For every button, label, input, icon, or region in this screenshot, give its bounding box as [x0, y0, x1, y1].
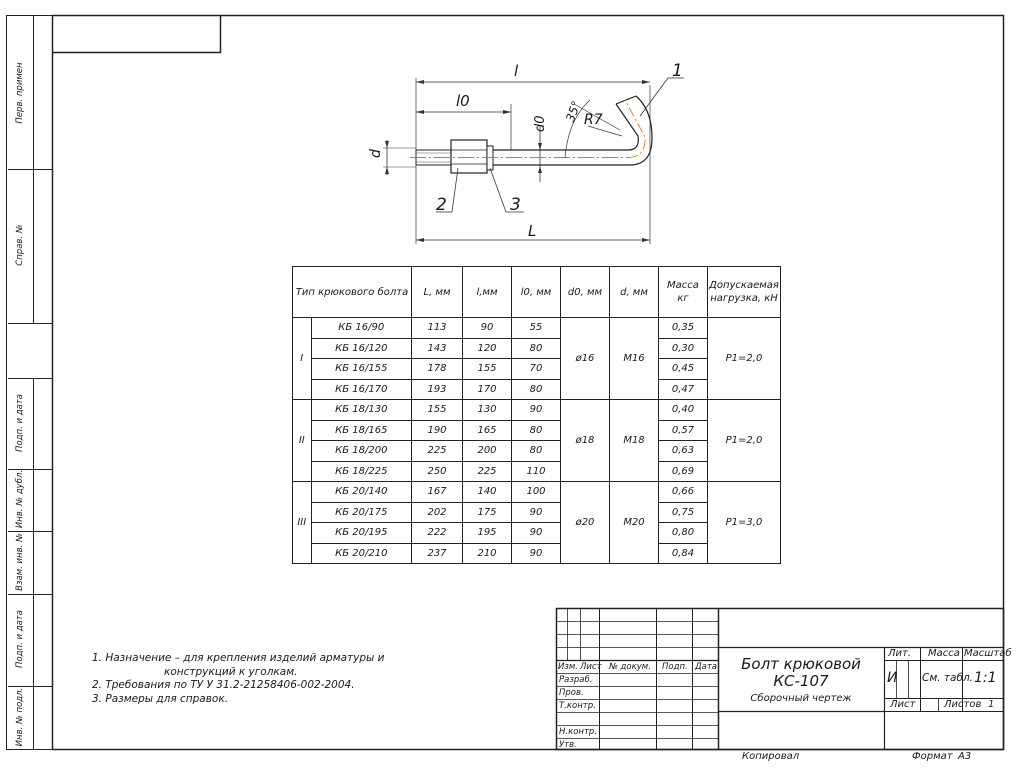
cell-L: 167 [412, 482, 463, 503]
cell-l: 130 [463, 400, 512, 421]
hdr-d0: d0, мм [561, 267, 610, 318]
cell-l: 175 [463, 502, 512, 523]
cell-load: P1=3,0 [708, 482, 781, 564]
dim-d: d [368, 149, 384, 158]
cell-l0: 70 [512, 359, 561, 380]
tb-scale-label: Масштаб [964, 648, 1012, 659]
cell-bolt-name: КБ 18/225 [311, 461, 411, 482]
cell-L: 222 [412, 523, 463, 544]
side-label-inv-podl: Инв. № подл. [15, 687, 25, 747]
side-label-podp-data-2: Подп. и дата [15, 610, 25, 668]
hook-bolt-drawing [360, 58, 690, 248]
cell-bolt-name: КБ 18/165 [311, 420, 411, 441]
cell-load: P1=2,0 [708, 400, 781, 482]
cell-bolt-name: КБ 20/175 [311, 502, 411, 523]
table-row [293, 379, 781, 400]
cell-l0: 90 [512, 400, 561, 421]
hdr-l: l,мм [463, 267, 512, 318]
table-row [293, 420, 781, 441]
cell-l: 195 [463, 523, 512, 544]
side-label-vzam-inv: Взам. инв. № [15, 533, 25, 591]
spec-table-header [293, 267, 781, 318]
tb-role-nkontr: Н.контр. [559, 727, 598, 737]
tb-mass-value: См. табл. [922, 672, 974, 684]
cell-L: 202 [412, 502, 463, 523]
cell-l0: 80 [512, 338, 561, 359]
hdr-load-2: нагрузка, кН [710, 293, 778, 304]
hdr-d: d, мм [610, 267, 659, 318]
table-row [293, 400, 781, 421]
cell-d: M16 [610, 318, 659, 400]
hdr-mass [659, 267, 708, 318]
cell-l: 170 [463, 379, 512, 400]
cell-l: 155 [463, 359, 512, 380]
cell-bolt-name: КБ 18/130 [311, 400, 411, 421]
cell-bolt-type: II [293, 400, 312, 482]
callout-3: 3 [510, 195, 521, 215]
cell-bolt-name: КБ 16/120 [311, 338, 411, 359]
tb-mass-label: Масса [928, 648, 960, 659]
note-1: 1. Назначение – для крепления изделий арматуры и [92, 652, 385, 664]
cell-L: 155 [412, 400, 463, 421]
cell-l0: 110 [512, 461, 561, 482]
tb-format-value: А3 [958, 751, 972, 762]
tb-role-prov: Пров. [559, 688, 584, 698]
tb-role-razrab: Разраб. [559, 675, 593, 685]
table-row [293, 543, 781, 564]
cell-l0: 90 [512, 502, 561, 523]
hdr-l0: l0, мм [512, 267, 561, 318]
tb-sheet-label: Лист [890, 699, 916, 710]
cell-l0: 80 [512, 379, 561, 400]
tb-col-podp: Подп. [662, 662, 688, 672]
side-label-podp-data-1: Подп. и дата [15, 394, 25, 452]
table-row [293, 482, 781, 503]
cell-l: 120 [463, 338, 512, 359]
cell-l: 200 [463, 441, 512, 462]
callout-2: 2 [436, 195, 447, 215]
cell-L: 143 [412, 338, 463, 359]
cell-L: 193 [412, 379, 463, 400]
hdr-L: L, мм [412, 267, 463, 318]
cell-mass: 0,35 [659, 318, 708, 339]
cell-d: M20 [610, 482, 659, 564]
cell-mass: 0,80 [659, 523, 708, 544]
dim-radius: R7 [584, 112, 603, 128]
table-row [293, 441, 781, 462]
cell-L: 237 [412, 543, 463, 564]
table-row [293, 502, 781, 523]
cell-d0: ø20 [561, 482, 610, 564]
cell-l: 210 [463, 543, 512, 564]
cell-load: P1=2,0 [708, 318, 781, 400]
tb-format-label: Формат [912, 751, 953, 762]
cell-mass: 0,45 [659, 359, 708, 380]
note-3: 3. Размеры для справок. [92, 692, 229, 705]
tb-subtitle: Сборочный чертеж [750, 693, 852, 704]
cell-mass: 0,66 [659, 482, 708, 503]
tb-lit-label: Лит. [888, 648, 912, 659]
cell-L: 178 [412, 359, 463, 380]
cell-L: 113 [412, 318, 463, 339]
tb-scale-value: 1:1 [974, 670, 997, 686]
tb-title-2: КС-107 [773, 672, 829, 690]
cell-l0: 90 [512, 543, 561, 564]
cell-l0: 80 [512, 420, 561, 441]
cell-mass: 0,30 [659, 338, 708, 359]
cell-bolt-name: КБ 18/200 [311, 441, 411, 462]
cell-bolt-type: I [293, 318, 312, 400]
tb-role-utv: Утв. [559, 740, 577, 750]
cell-mass: 0,69 [659, 461, 708, 482]
cell-bolt-name: КБ 20/195 [311, 523, 411, 544]
dim-l: l [514, 62, 519, 80]
hdr-type: Тип крюкового болта [293, 267, 412, 318]
dim-d0: d0 [533, 115, 548, 132]
cell-l0: 80 [512, 441, 561, 462]
note-2: 2. Требования по ТУ У 31.2-21258406-002-2004. [92, 679, 355, 691]
side-label-perv-primen: Перв. примен [15, 62, 25, 124]
cell-bolt-name: КБ 20/140 [311, 482, 411, 503]
cell-l0: 100 [512, 482, 561, 503]
tb-sheets-label: Листов [944, 699, 982, 710]
cell-mass: 0,84 [659, 543, 708, 564]
table-row [293, 318, 781, 339]
table-row [293, 523, 781, 544]
cell-mass: 0,63 [659, 441, 708, 462]
tb-title-1: Болт крюковой [741, 655, 861, 673]
tb-col-data: Дата [695, 662, 718, 672]
cell-l0: 90 [512, 523, 561, 544]
cell-d: M18 [610, 400, 659, 482]
cell-l: 165 [463, 420, 512, 441]
cell-l: 140 [463, 482, 512, 503]
tb-copied: Копировал [742, 751, 800, 762]
cell-mass: 0,75 [659, 502, 708, 523]
side-label-sprav-no: Справ. № [15, 224, 25, 266]
cell-bolt-name: КБ 20/210 [311, 543, 411, 564]
hdr-mass-2: кг [677, 293, 689, 304]
spec-table [292, 266, 781, 564]
tb-role-tkontr: Т.контр. [559, 701, 596, 711]
tb-col-list: Лист [580, 662, 602, 672]
callout-1: 1 [672, 61, 683, 81]
cell-d0: ø16 [561, 318, 610, 400]
side-label-inv-dubl: Инв. № дубл. [15, 469, 25, 529]
cell-mass: 0,47 [659, 379, 708, 400]
notes [92, 652, 385, 706]
note-1-cont: конструкций к уголкам. [164, 665, 298, 678]
tb-col-izm: Изм. [558, 662, 578, 672]
dim-L: L [528, 222, 537, 240]
table-row [293, 461, 781, 482]
hdr-load-1: Допускаемая [709, 280, 779, 291]
cell-l: 225 [463, 461, 512, 482]
cell-bolt-name: КБ 16/90 [311, 318, 411, 339]
cell-bolt-name: КБ 16/155 [311, 359, 411, 380]
hdr-load [708, 267, 781, 318]
table-row [293, 338, 781, 359]
tb-lit-value: И [887, 670, 898, 686]
cell-bolt-name: КБ 16/170 [311, 379, 411, 400]
cell-bolt-type: III [293, 482, 312, 564]
cell-l: 90 [463, 318, 512, 339]
cell-L: 225 [412, 441, 463, 462]
dim-l0: l0 [456, 92, 470, 110]
cell-d0: ø18 [561, 400, 610, 482]
cell-l0: 55 [512, 318, 561, 339]
cell-mass: 0,57 [659, 420, 708, 441]
hdr-mass-1: Масса [667, 280, 699, 291]
table-row [293, 359, 781, 380]
cell-L: 190 [412, 420, 463, 441]
tb-col-dokum: № докум. [609, 662, 651, 672]
tb-sheets-value: 1 [988, 699, 995, 710]
cell-mass: 0,40 [659, 400, 708, 421]
cell-L: 250 [412, 461, 463, 482]
dim-angle: 35° [563, 98, 584, 124]
